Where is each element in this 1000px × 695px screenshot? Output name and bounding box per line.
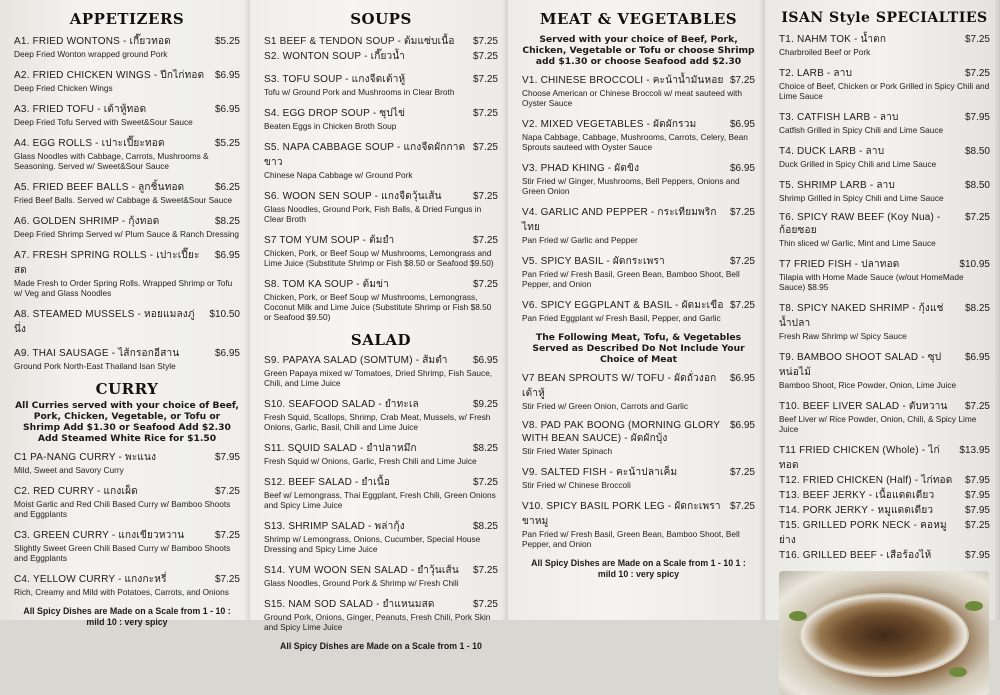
menu-item-name: S13. SHRIMP SALAD - พล่ากุ้ง bbox=[264, 521, 405, 532]
menu-item-description: Glass Noodles, Ground Pork, Fish Balls, & Dried Fungus in Clear Broth bbox=[264, 204, 482, 224]
menu-item-name: T13. BEEF JERKY - เนื้อแดดเดียว bbox=[779, 490, 935, 501]
menu-item bbox=[522, 254, 755, 289]
menu-item-price: $7.25 bbox=[472, 191, 498, 202]
meat-heading: MEAT & VEGETABLES bbox=[539, 10, 738, 28]
menu-item-description: Ground Pork North-East Thailand Isan Style bbox=[14, 361, 176, 371]
menu-item-row bbox=[14, 214, 240, 229]
menu-item-row bbox=[14, 68, 240, 83]
menu-item-description: Stir Fried Water Spinach bbox=[522, 446, 613, 456]
menu-item-row bbox=[14, 248, 240, 278]
menu-item-price: $7.25 bbox=[964, 401, 990, 412]
menu-item-row bbox=[264, 72, 498, 87]
menu-item-name: V4. GARLIC AND PEPPER - กระเทียมพริกไทย bbox=[522, 207, 717, 233]
menu-item-price: $7.25 bbox=[729, 207, 755, 218]
menu-item-price: $6.95 bbox=[729, 373, 755, 384]
menu-item bbox=[14, 180, 240, 205]
menu-item bbox=[522, 420, 755, 456]
menu-item-price: $6.95 bbox=[214, 348, 240, 359]
menu-item-price: $8.25 bbox=[472, 521, 498, 532]
menu-item-row bbox=[264, 563, 498, 578]
menu-item-name: S4. EGG DROP SOUP - ซุปไข่ bbox=[264, 108, 406, 119]
menu-item-description: Stir Fried w/ Green Onion, Carrots and Garlic bbox=[522, 401, 688, 411]
menu-item bbox=[264, 34, 498, 49]
menu-item-name: A8. STEAMED MUSSELS - หอยแมลงภู่นึ่ง bbox=[14, 309, 195, 335]
menu-item-description: Made Fresh to Order Spring Rolls. Wrapped Shrimp or Tofu w/ Veg and Glass Noodles bbox=[14, 278, 233, 298]
menu-item-price: $6.95 bbox=[214, 104, 240, 115]
menu-item-row bbox=[522, 161, 755, 176]
menu-item-row bbox=[779, 473, 990, 488]
menu-item-price: $7.95 bbox=[964, 112, 990, 123]
menu-item-row bbox=[779, 443, 990, 473]
menu-item bbox=[14, 102, 240, 127]
garnish-leaf bbox=[965, 601, 983, 611]
salad-heading: SALAD bbox=[350, 331, 412, 349]
menu-item-row bbox=[779, 548, 990, 563]
menu-item-name: T2. LARB - ลาบ bbox=[779, 68, 853, 79]
menu-item-description: Fried Beef Balls. Served w/ Cabbage & Sweet&Sour Sauce bbox=[14, 195, 233, 205]
menu-item-price: $7.95 bbox=[964, 505, 990, 516]
menu-item-name: A9. THAI SAUSAGE - ไส้กรอกอีสาน bbox=[14, 348, 180, 359]
menu-item-description: Ground Pork, Onions, Ginger, Peanuts, Fresh Chili, Pork Skin and Spicy Lime Juice bbox=[264, 612, 491, 632]
menu-item-description: Beef w/ Lemongrass, Thai Eggplant, Fresh Chili, Green Onions and Spicy Lime Juice bbox=[264, 490, 496, 510]
dish-photo bbox=[779, 571, 989, 695]
menu-item-price: $7.25 bbox=[964, 212, 990, 223]
meat-note-2: The Following Meat, Tofu, & Vegetables Served as Described Do Not Include Your Choice of Meat bbox=[532, 332, 745, 365]
menu-item-row bbox=[779, 257, 990, 272]
menu-item bbox=[264, 189, 498, 224]
meat-list-2 bbox=[522, 371, 755, 549]
menu-item-row bbox=[264, 233, 498, 248]
menu-item-price: $5.25 bbox=[214, 36, 240, 47]
menu-item-price: $7.25 bbox=[214, 530, 240, 541]
menu-item-price: $7.25 bbox=[729, 501, 755, 512]
menu-item-description: Pan Fried w/ Garlic and Pepper bbox=[522, 235, 638, 245]
menu-item-price: $8.25 bbox=[472, 443, 498, 454]
menu-item bbox=[779, 503, 990, 518]
menu-item-row bbox=[264, 189, 498, 204]
menu-item bbox=[264, 49, 498, 64]
menu-item-row bbox=[14, 484, 240, 499]
menu-item-name: V1. CHINESE BROCCOLI - คะน้าน้ำมันหอย bbox=[522, 75, 724, 86]
menu-item bbox=[779, 144, 990, 169]
menu-item-row bbox=[522, 117, 755, 132]
menu-item-description: Napa Cabbage, Cabbage, Mushrooms, Carrots, Celery, Bean Sprouts sauteed with Oyster Sauce bbox=[522, 132, 748, 152]
menu-item-description: Green Papaya mixed w/ Tomatoes, Dried Shrimp, Fish Sauce, Chili, and Lime Juice bbox=[264, 368, 493, 388]
salad-scale-note: All Spicy Dishes are Made on a Scale from 1 - 10 bbox=[280, 641, 482, 651]
menu-item-name: A6. GOLDEN SHRIMP - กุ้งทอด bbox=[14, 216, 160, 227]
menu-item-row bbox=[264, 353, 498, 368]
menu-item bbox=[264, 277, 498, 322]
menu-item-name: C3. GREEN CURRY - แกงเขียวหวาน bbox=[14, 530, 185, 541]
menu-item-price: $8.50 bbox=[964, 180, 990, 191]
menu-item-description: Catfish Grilled in Spicy Chili and Lime Sauce bbox=[779, 125, 944, 135]
menu-item bbox=[14, 572, 240, 597]
menu-item-price: $7.25 bbox=[472, 477, 498, 488]
menu-item-name: T10. BEEF LIVER SALAD - ตับหวาน bbox=[779, 401, 948, 412]
isan-extras-list bbox=[779, 443, 990, 563]
menu-item-row bbox=[264, 519, 498, 534]
menu-item bbox=[264, 233, 498, 268]
menu-item-row bbox=[14, 136, 240, 151]
menu-item-description: Glass Noodles, Ground Pork & Shrimp w/ Fresh Chili bbox=[264, 578, 459, 588]
menu-item-name: S3. TOFU SOUP - แกงจืดเต้าหู้ bbox=[264, 74, 406, 85]
menu-item bbox=[779, 110, 990, 135]
menu-item bbox=[522, 205, 755, 245]
menu-item-row bbox=[264, 441, 498, 456]
menu-item bbox=[14, 248, 240, 298]
menu-item-name: S5. NAPA CABBAGE SOUP - แกงจืดผักกาดขาว bbox=[264, 142, 466, 168]
menu-item-name: A5. FRIED BEEF BALLS - ลูกชิ้นทอด bbox=[14, 182, 185, 193]
menu-item-name: A7. FRESH SPRING ROLLS - เปาะเปี๊ยะสด bbox=[14, 250, 200, 276]
menu-item-description: Tilapia with Home Made Sauce (w/out HomeMade Sauce) $8.95 bbox=[779, 272, 964, 292]
menu-item-price: $7.25 bbox=[472, 279, 498, 290]
menu-item-name: S12. BEEF SALAD - ยำเนื้อ bbox=[264, 477, 391, 488]
menu-item-price: $7.25 bbox=[472, 142, 498, 153]
menu-item-name: S1 BEEF & TENDON SOUP - ต้มแซ่บเนื้อ bbox=[264, 36, 455, 47]
menu-item-name: C2. RED CURRY - แกงเผ็ด bbox=[14, 486, 138, 497]
menu-item-name: V8. PAD PAK BOONG (MORNING GLORY WITH BEAN SAUCE) - ผัดผักบุ้ง bbox=[522, 420, 720, 444]
menu-item-row bbox=[779, 178, 990, 193]
menu-item bbox=[14, 450, 240, 475]
menu-item-row bbox=[779, 503, 990, 518]
soups-list bbox=[264, 72, 498, 322]
menu-item-row bbox=[522, 298, 755, 313]
menu-item-price: $6.95 bbox=[472, 355, 498, 366]
menu-item bbox=[264, 353, 498, 388]
menu-item-name: T6. SPICY RAW BEEF (Koy Nua) - ก้อยซอย bbox=[779, 212, 941, 236]
curry-heading: CURRY bbox=[95, 380, 159, 398]
menu-item-price: $7.95 bbox=[964, 550, 990, 561]
menu-item-name: T7 FRIED FISH - ปลาทอด bbox=[779, 259, 900, 270]
panel-isan-specialties bbox=[765, 0, 1000, 620]
menu-item-description: Fresh Raw Shrimp w/ Spicy Sauce bbox=[779, 331, 907, 341]
menu-item-description: Shrimp w/ Lemongrass, Onions, Cucumber, Special House Dressing and Spicy Lime Juice bbox=[264, 534, 481, 554]
menu-item-price: $13.95 bbox=[959, 445, 990, 456]
menu-item-name: T15. GRILLED PORK NECK - คอหมูย่าง bbox=[779, 520, 947, 546]
menu-item-price: $7.25 bbox=[472, 565, 498, 576]
menu-item bbox=[779, 548, 990, 563]
menu-item-name: S15. NAM SOD SALAD - ยำแหนมสด bbox=[264, 599, 435, 610]
menu-item-row bbox=[14, 102, 240, 117]
menu-item-price: $7.25 bbox=[472, 599, 498, 610]
menu-item-description: Chinese Napa Cabbage w/ Ground Pork bbox=[264, 170, 413, 180]
menu-item-price: $6.95 bbox=[214, 70, 240, 81]
menu-item-price: $7.25 bbox=[472, 108, 498, 119]
menu-item-description: Choose American or Chinese Broccoli w/ meat sauteed with Oyster Sauce bbox=[522, 88, 742, 108]
menu-item-price: $7.25 bbox=[964, 68, 990, 79]
menu-item-name: T5. SHRIMP LARB - ลาบ bbox=[779, 180, 896, 191]
menu-item-name: A2. FRIED CHICKEN WINGS - ปีกไก่ทอด bbox=[14, 70, 205, 81]
menu-item-row bbox=[14, 572, 240, 587]
menu-item-name: C1 PA-NANG CURRY - พะแนง bbox=[14, 452, 157, 463]
menu-item-price: $6.95 bbox=[729, 163, 755, 174]
menu-item-row bbox=[779, 399, 990, 414]
menu-item-name: T16. GRILLED BEEF - เสือร้องไห้ bbox=[779, 550, 932, 561]
menu-item-description: Pan Fried w/ Fresh Basil, Green Bean, Bamboo Shoot, Bell Pepper, and Onion bbox=[522, 269, 740, 289]
menu-item-name: T1. NAHM TOK - น้ำตก bbox=[779, 34, 887, 45]
meat-note: Served with your choice of Beef, Pork, Chicken, Vegetable or Tofu or choose Shrimp add $1.30 or choose Seafood add $2.30 bbox=[522, 34, 755, 67]
menu-item bbox=[779, 473, 990, 488]
menu-item bbox=[522, 117, 755, 152]
menu-item-description: Glass Noodles with Cabbage, Carrots, Mushrooms & Seasoning. Served w/ Sweet&Sour Sauce bbox=[14, 151, 209, 171]
menu-item-description: Deep Fried Tofu Served with Sweet&Sour Sauce bbox=[14, 117, 193, 127]
curry-scale-note: All Spicy Dishes are Made on a Scale from 1 - 10 : mild 10 : very spicy bbox=[23, 606, 231, 627]
menu-item-price: $6.25 bbox=[214, 182, 240, 193]
menu-item bbox=[522, 73, 755, 108]
menu-item bbox=[779, 488, 990, 503]
menu-item-name: T4. DUCK LARB - ลาบ bbox=[779, 146, 885, 157]
menu-item-row bbox=[779, 32, 990, 47]
menu-item-name: T8. SPICY NAKED SHRIMP - กุ้งแช่น้ำปลา bbox=[779, 303, 944, 329]
menu-item-name: V9. SALTED FISH - คะน้าปลาเค็ม bbox=[522, 467, 678, 478]
menu-item-description: Bamboo Shoot, Rice Powder, Onion, Lime Juice bbox=[779, 380, 957, 390]
menu-item-name: S11. SQUID SALAD - ยำปลาหมึก bbox=[264, 443, 417, 454]
menu-item-description: Tofu w/ Ground Pork and Mushrooms in Clear Broth bbox=[264, 87, 455, 97]
dish-plate bbox=[799, 593, 969, 677]
menu-item-name: S6. WOON SEN SOUP - แกงจืดวุ้นเส้น bbox=[264, 191, 442, 202]
menu-item-description: Choice of Beef, Chicken or Pork Grilled in Spicy Chili and Lime Sauce bbox=[779, 81, 990, 101]
menu-item-row bbox=[522, 254, 755, 269]
menu-item bbox=[264, 106, 498, 131]
menu-item-row bbox=[264, 34, 498, 49]
menu-item bbox=[779, 443, 990, 473]
menu-item-name: V3. PHAD KHING - ผัดขิง bbox=[522, 163, 640, 174]
menu-item bbox=[14, 136, 240, 171]
menu-item bbox=[264, 397, 498, 432]
menu-item-price: $9.25 bbox=[472, 399, 498, 410]
menu-item-description: Shrimp Grilled in Spicy Chili and Lime Sauce bbox=[779, 193, 944, 203]
menu-item-row bbox=[779, 518, 990, 548]
menu-item-description: Rich, Creamy and Mild with Potatoes, Carrots, and Onions bbox=[14, 587, 229, 597]
menu-item-description: Stir Fried w/ Ginger, Mushrooms, Bell Peppers, Onions and Green Onion bbox=[522, 176, 740, 196]
menu-item-row bbox=[779, 144, 990, 159]
menu-item bbox=[522, 499, 755, 549]
menu-item-name: S9. PAPAYA SALAD (SOMTUM) - ส้มตำ bbox=[264, 355, 448, 366]
menu-item bbox=[264, 140, 498, 180]
salad-list bbox=[264, 353, 498, 632]
menu-item-price: $6.95 bbox=[729, 420, 755, 431]
menu-item-row bbox=[14, 346, 240, 361]
appetizers-list bbox=[14, 34, 240, 371]
menu-item-row bbox=[522, 499, 755, 529]
menu-item-description: Charbroiled Beef or Pork bbox=[779, 47, 871, 57]
menu-item bbox=[779, 399, 990, 434]
menu-item bbox=[522, 371, 755, 411]
menu-item-price: $7.95 bbox=[964, 475, 990, 486]
menu-item-description: Chicken, Pork, or Beef Soup w/ Mushrooms, Lemongrass and Lime Juice (Substitute Shrimp or Fish $8.50 or Seafood $9.50) bbox=[264, 248, 494, 268]
menu-item-name: T3. CATFISH LARB - ลาบ bbox=[779, 112, 899, 123]
meat-scale-note: All Spicy Dishes are Made on a Scale from 1 - 10 1 : mild 10 : very spicy bbox=[531, 558, 746, 579]
menu-item bbox=[264, 597, 498, 632]
menu-item-description: Beaten Eggs in Chicken Broth Soup bbox=[264, 121, 397, 131]
menu-item-price: $7.25 bbox=[964, 520, 990, 531]
menu-item-row bbox=[779, 301, 990, 331]
menu-item-price: $7.95 bbox=[964, 490, 990, 501]
meat-list bbox=[522, 73, 755, 323]
menu-item-row bbox=[522, 73, 755, 88]
menu-item-row bbox=[522, 465, 755, 480]
menu-item-description: Fresh Squid, Scallops, Shrimp, Crab Meat, Mussels, w/ Fresh Onions, Garlic, Basil, Chili and Lime Juice bbox=[264, 412, 491, 432]
menu-item bbox=[14, 214, 240, 239]
panel-soups-salad bbox=[250, 0, 508, 651]
menu-item-name: V2. MIXED VEGETABLES - ผัดผักรวม bbox=[522, 119, 697, 130]
menu-item-row bbox=[264, 475, 498, 490]
menu-item-name: T14. PORK JERKY - หมูแดดเดียว bbox=[779, 505, 934, 516]
menu-item-price: $8.25 bbox=[964, 303, 990, 314]
menu-item-row bbox=[14, 528, 240, 543]
isan-heading: ISAN Style SPECIALTIES bbox=[781, 10, 988, 26]
menu-item-row bbox=[14, 34, 240, 49]
menu-item bbox=[14, 484, 240, 519]
appetizers-heading: APPETIZERS bbox=[69, 10, 185, 28]
menu-item-row bbox=[264, 49, 498, 64]
menu-item bbox=[14, 68, 240, 93]
garnish-leaf bbox=[789, 611, 807, 621]
menu-item bbox=[264, 72, 498, 97]
menu-item-row bbox=[264, 140, 498, 170]
menu-item-name: A1. FRIED WONTONS - เกี๊ยวทอด bbox=[14, 36, 171, 47]
menu-item-row bbox=[264, 597, 498, 612]
menu-item bbox=[779, 66, 990, 101]
isan-list bbox=[779, 32, 990, 434]
menu-item-description: Mild, Sweet and Savory Curry bbox=[14, 465, 124, 475]
menu-item-description: Deep Fried Shrimp Served w/ Plum Sauce & Ranch Dressing bbox=[14, 229, 240, 239]
menu-item-description: Chicken, Pork, or Beef Soup w/ Mushrooms, Lemongrass, Coconut Milk and Lime Juice (Substitute Shrimp or Fish $8.50 or Seafood $9.50) bbox=[264, 292, 492, 322]
menu-item-price: $7.95 bbox=[214, 452, 240, 463]
menu-item-description: Moist Garlic and Red Chili Based Curry w/ Bamboo Shoots and Eggplants bbox=[14, 499, 231, 519]
menu-item-price: $7.25 bbox=[472, 51, 498, 62]
menu-item bbox=[14, 307, 240, 337]
menu-item-price: $7.25 bbox=[729, 467, 755, 478]
menu-item-price: $6.95 bbox=[214, 250, 240, 261]
menu-item-row bbox=[264, 106, 498, 121]
menu-item-name: T12. FRIED CHICKEN (Half) - ไก่ทอด bbox=[779, 475, 953, 486]
menu-item-name: S14. YUM WOON SEN SALAD - ยำวุ้นเส้น bbox=[264, 565, 459, 576]
menu-item-price: $7.25 bbox=[729, 75, 755, 86]
menu-item bbox=[14, 528, 240, 563]
menu-item bbox=[14, 34, 240, 59]
menu-item bbox=[14, 346, 240, 371]
menu-item-price: $7.25 bbox=[964, 34, 990, 45]
menu-item-row bbox=[522, 371, 755, 401]
menu-item bbox=[779, 350, 990, 390]
menu-item bbox=[264, 519, 498, 554]
menu-item-price: $6.95 bbox=[964, 352, 990, 363]
menu-item-row bbox=[779, 66, 990, 81]
menu-item-price: $7.25 bbox=[214, 486, 240, 497]
menu-item-name: S2. WONTON SOUP - เกี๊ยวน้ำ bbox=[264, 51, 405, 62]
menu-item-description: Deep Fried Wonton wrapped ground Pork bbox=[14, 49, 168, 59]
menu-item-row bbox=[779, 350, 990, 380]
menu-item-price: $7.25 bbox=[214, 574, 240, 585]
menu-item-row bbox=[522, 205, 755, 235]
menu-item-price: $10.50 bbox=[209, 309, 240, 320]
menu-item-price: $6.95 bbox=[729, 119, 755, 130]
menu-item-description: Pan Fried w/ Fresh Basil, Green Bean, Bamboo Shoot, Bell Pepper, and Onion bbox=[522, 529, 740, 549]
menu-item-description: Fresh Squid w/ Onions, Garlic, Fresh Chili and Lime Juice bbox=[264, 456, 477, 466]
menu-item-price: $7.25 bbox=[729, 256, 755, 267]
menu-item bbox=[522, 161, 755, 196]
menu-item bbox=[264, 441, 498, 466]
menu-item-name: S7 TOM YUM SOUP - ต้มยำ bbox=[264, 235, 395, 246]
menu-item bbox=[522, 298, 755, 323]
menu-item-row bbox=[779, 212, 990, 238]
menu-item-name: C4. YELLOW CURRY - แกงกะหรี่ bbox=[14, 574, 167, 585]
menu-item-price: $8.50 bbox=[964, 146, 990, 157]
soups-pair-list bbox=[264, 34, 498, 64]
menu-item-row bbox=[779, 488, 990, 503]
menu-item-name: S10. SEAFOOD SALAD - ยำทะเล bbox=[264, 399, 419, 410]
menu-item bbox=[522, 465, 755, 490]
menu-item bbox=[779, 301, 990, 341]
menu-item-description: Pan Fried Eggplant w/ Fresh Basil, Pepper, and Garlic bbox=[522, 313, 721, 323]
menu-item-description: Thin sliced w/ Garlic, Mint and Lime Sauce bbox=[779, 238, 936, 248]
panel-appetizers-curry bbox=[0, 0, 250, 627]
menu-item-name: T9. BAMBOO SHOOT SALAD - ซุปหน่อไม้ bbox=[779, 352, 942, 378]
menu-item-name: T11 FRIED CHICKEN (Whole) - ไก่ทอด bbox=[779, 445, 940, 471]
menu-item-row bbox=[264, 397, 498, 412]
menu-item bbox=[779, 212, 990, 248]
curry-list bbox=[14, 450, 240, 597]
menu-item-price: $7.25 bbox=[472, 235, 498, 246]
menu-item-name: V7 BEAN SPROUTS W/ TOFU - ผัดถั่วงอกเต้าหู้ bbox=[522, 373, 717, 399]
panel-meat-vegetables bbox=[508, 0, 765, 620]
menu-item-name: V10. SPICY BASIL PORK LEG - ผัดกะเพราขาหมู bbox=[522, 501, 721, 527]
menu-item-description: Beef Liver w/ Rice Powder, Onion, Chili, & Spicy Lime Juice bbox=[779, 414, 977, 434]
menu-item-description: Stir Fried w/ Chinese Broccoli bbox=[522, 480, 631, 490]
menu-item-name: A3. FRIED TOFU - เต้าหู้ทอด bbox=[14, 104, 147, 115]
menu-item-row bbox=[14, 450, 240, 465]
menu-item-description: Slightly Sweet Green Chili Based Curry w/ Bamboo Shoots and Eggplants bbox=[14, 543, 231, 563]
curry-note: All Curries served with your choice of Beef, Pork, Chicken, Vegetable, or Tofu or Shrimp Add $1.30 or Seafood Add $2.30 Add Steamed White Rice for $1.50 bbox=[15, 400, 239, 444]
menu-item-price: $7.25 bbox=[472, 74, 498, 85]
menu-item-name: V5. SPICY BASIL - ผัดกระเพรา bbox=[522, 256, 665, 267]
soups-heading: SOUPS bbox=[350, 10, 412, 28]
garnish-leaf bbox=[949, 667, 967, 677]
menu-item bbox=[264, 475, 498, 510]
menu-item-name: V6. SPICY EGGPLANT & BASIL - ผัดมะเขือ bbox=[522, 300, 724, 311]
menu-item-row bbox=[264, 277, 498, 292]
menu-item bbox=[264, 563, 498, 588]
menu-item bbox=[779, 257, 990, 292]
menu-item-description: Deep Fried Chicken Wings bbox=[14, 83, 113, 93]
menu-item bbox=[779, 32, 990, 57]
menu-item-price: $7.25 bbox=[729, 300, 755, 311]
menu-item-price: $7.25 bbox=[472, 36, 498, 47]
menu-item-row bbox=[522, 420, 755, 446]
menu-item-price: $10.95 bbox=[959, 259, 990, 270]
menu-item bbox=[779, 178, 990, 203]
menu-item-description: Duck Grilled in Spicy Chili and Lime Sauce bbox=[779, 159, 937, 169]
menu-item bbox=[779, 518, 990, 548]
menu-item-price: $5.25 bbox=[214, 138, 240, 149]
menu-item-row bbox=[779, 110, 990, 125]
menu-item-price: $8.25 bbox=[214, 216, 240, 227]
menu-item-row bbox=[14, 180, 240, 195]
menu-item-name: A4. EGG ROLLS - เปาะเปี๊ยะทอด bbox=[14, 138, 165, 149]
menu-item-name: S8. TOM KA SOUP - ต้มข่า bbox=[264, 279, 389, 290]
menu-item-row bbox=[14, 307, 240, 337]
